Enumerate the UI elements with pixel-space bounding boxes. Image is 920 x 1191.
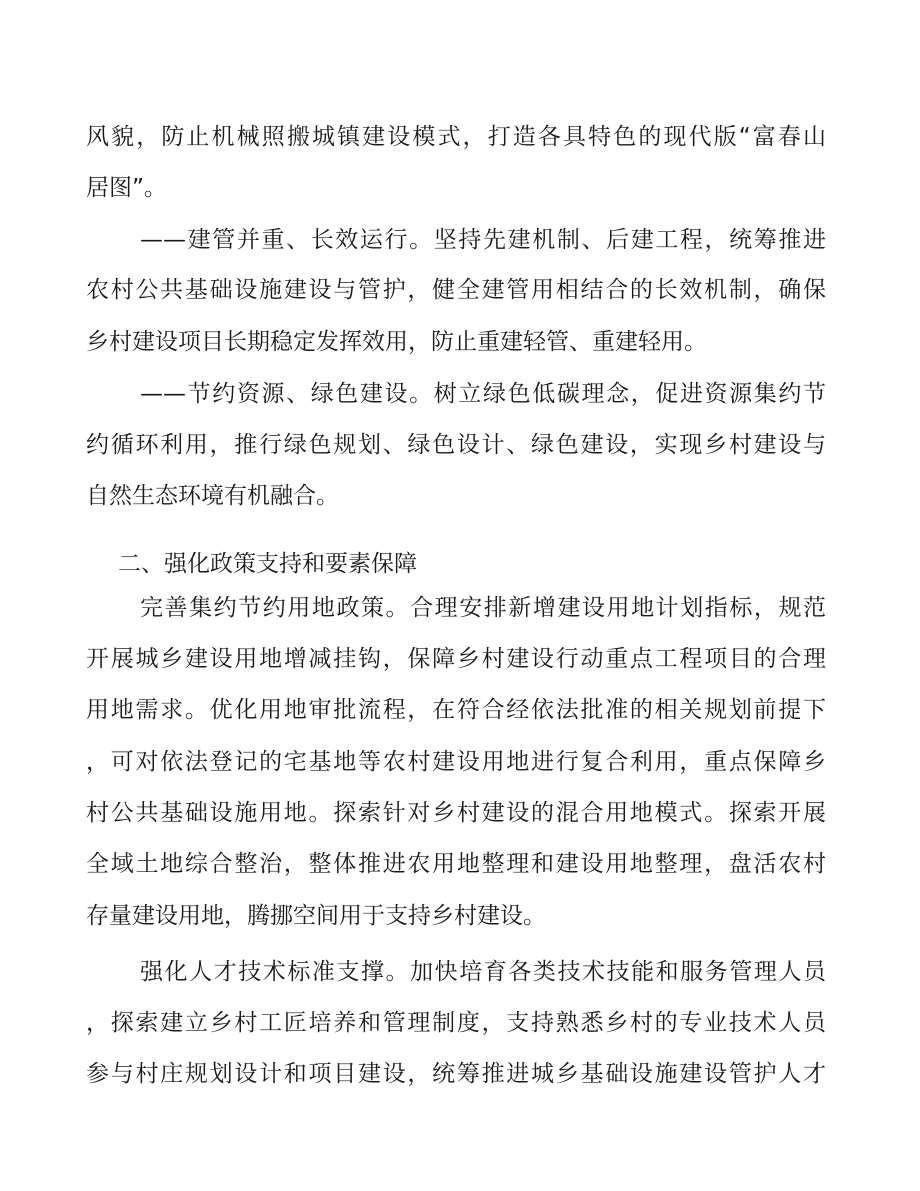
text-line: 自然生态环境有机融合。 xyxy=(86,483,339,509)
text-line: 强化人才技术标准支撑。加快培育各类技术技能和服务管理人员 xyxy=(140,959,826,985)
text-line: 全域土地综合整治，整体推进农用地整理和建设用地整理，盘活农村 xyxy=(86,851,826,877)
text-line: 风貌，防止机械照搬城镇建设模式，打造各具特色的现代版“富春山 xyxy=(86,124,826,150)
text-line: 约循环利用，推行绿色规划、绿色设计、绿色建设，实现乡村建设与 xyxy=(86,432,826,458)
section-heading: 二、强化政策支持和要素保障 xyxy=(118,551,417,577)
text-line: ，可对依法登记的宅基地等农村建设用地进行复合利用，重点保障乡 xyxy=(86,749,826,775)
text-line: 开展城乡建设用地增减挂钩，保障乡村建设行动重点工程项目的合理 xyxy=(86,646,826,672)
text-line: ——节约资源、绿色建设。树立绿色低碳理念，促进资源集约节 xyxy=(140,381,826,407)
text-line: 参与村庄规划设计和项目建设，统筹推进城乡基础设施建设管护人才 xyxy=(86,1061,826,1087)
text-line: 完善集约节约用地政策。合理安排新增建设用地计划指标，规范 xyxy=(140,595,826,621)
text-line: 居图”。 xyxy=(86,175,167,201)
text-line: 用地需求。优化用地审批流程，在符合经依法批准的相关规划前提下 xyxy=(86,697,826,723)
text-line: 存量建设用地，腾挪空间用于支持乡村建设。 xyxy=(86,903,546,929)
text-line: ，探索建立乡村工匠培养和管理制度，支持熟悉乡村的专业技术人员 xyxy=(86,1010,826,1036)
text-line: 乡村建设项目长期稳定发挥效用，防止重建轻管、重建轻用。 xyxy=(86,329,707,355)
text-line: ——建管并重、长效运行。坚持先建机制、后建工程，统筹推进 xyxy=(140,227,826,253)
text-line: 农村公共基础设施建设与管护，健全建管用相结合的长效机制，确保 xyxy=(86,277,826,303)
text-line: 村公共基础设施用地。探索针对乡村建设的混合用地模式。探索开展 xyxy=(86,800,826,826)
